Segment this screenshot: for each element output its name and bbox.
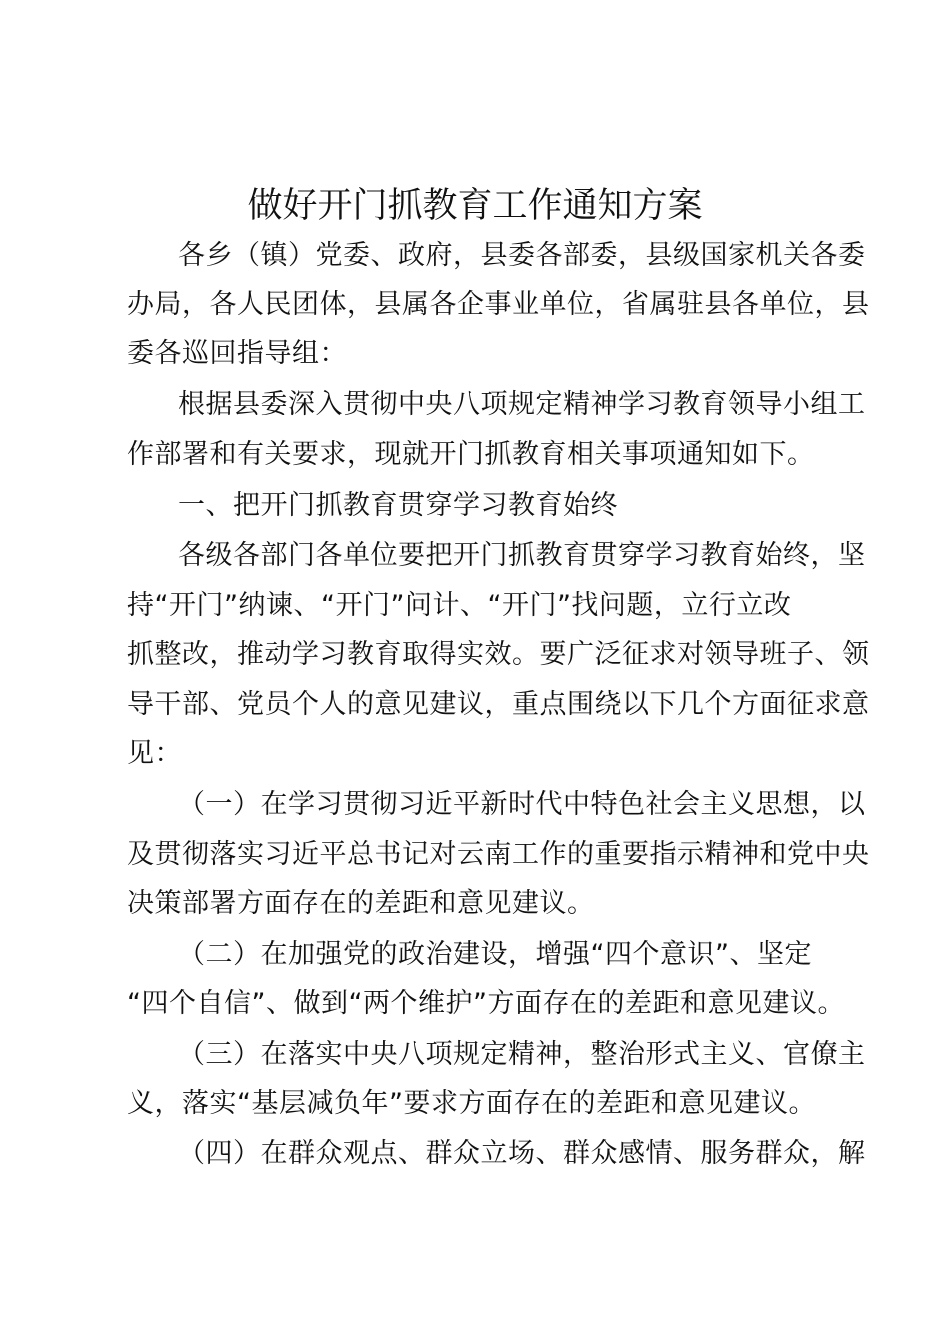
- body-line: 作部署和有关要求，现就开门抓教育相关事项通知如下。: [127, 439, 815, 470]
- list-item-line: 决策部署方面存在的差距和意见建议。: [127, 888, 595, 919]
- document-title: 做好开门抓教育工作通知方案: [247, 186, 703, 226]
- list-item-line: （三）在落实中央八项规定精神，整治形式主义、官僚主: [178, 1039, 866, 1070]
- section-heading: 一、把开门抓教育贯穿学习教育始终: [178, 490, 618, 521]
- body-line: 持“开门”纳谏、“开门”问计、“开门”找问题，立行立改: [127, 590, 792, 621]
- body-line: 抓整改，推动学习教育取得实效。要广泛征求对领导班子、领: [127, 639, 870, 670]
- list-item-line: （四）在群众观点、群众立场、群众感情、服务群众，解: [178, 1138, 866, 1169]
- list-item-line: 义，落实“基层减负年”要求方面存在的差距和意见建议。: [127, 1088, 816, 1119]
- body-line: 委各巡回指导组：: [127, 338, 347, 369]
- body-line: 各级各部门各单位要把开门抓教育贯穿学习教育始终，坚: [178, 540, 866, 571]
- body-line: 导干部、党员个人的意见建议，重点围绕以下几个方面征求意: [127, 689, 870, 720]
- body-line: 根据县委深入贯彻中央八项规定精神学习教育领导小组工: [178, 389, 866, 420]
- list-item-line: “四个自信”、做到“两个维护”方面存在的差距和意见建议。: [127, 988, 845, 1019]
- list-item-line: （一）在学习贯彻习近平新时代中特色社会主义思想，以: [178, 789, 866, 820]
- body-line: 办局，各人民团体，县属各企事业单位，省属驻县各单位，县: [127, 289, 870, 320]
- body-line: 各乡（镇）党委、政府，县委各部委，县级国家机关各委: [178, 240, 866, 271]
- body-line: 见：: [127, 738, 182, 769]
- list-item-line: （二）在加强党的政治建设，增强“四个意识”、坚定: [178, 939, 812, 970]
- list-item-line: 及贯彻落实习近平总书记对云南工作的重要指示精神和党中央: [127, 839, 870, 870]
